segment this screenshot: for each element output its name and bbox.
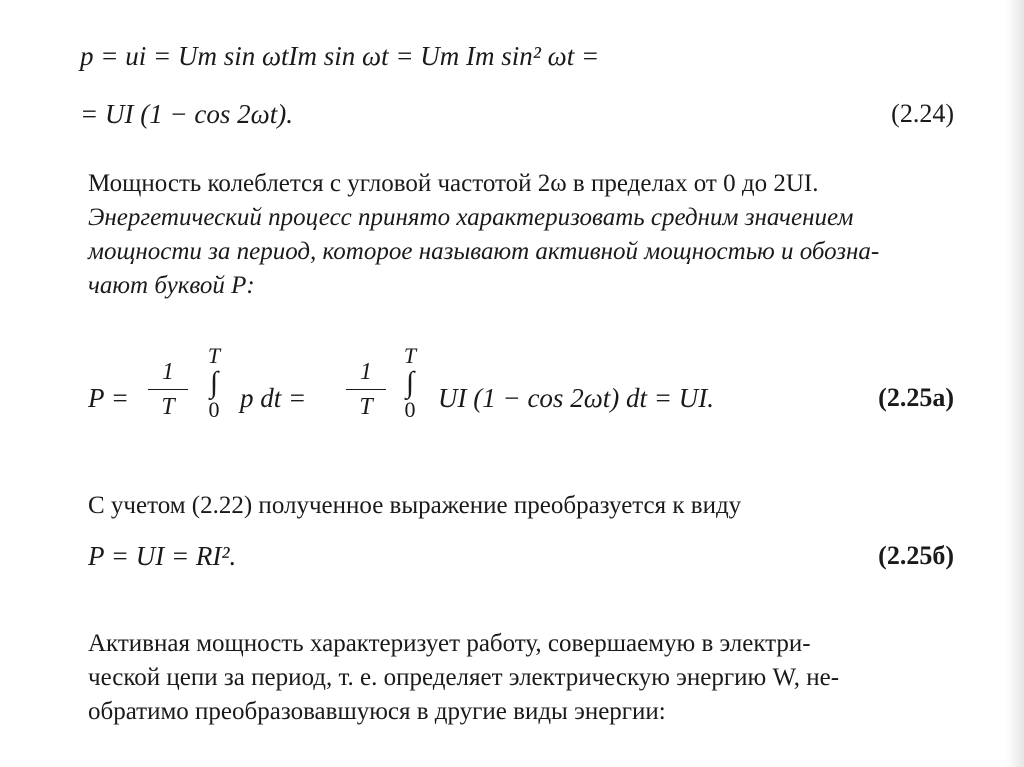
eq-2-25a-integral-1 [200,344,228,422]
paragraph-3-line-2: ческой цепи за период, т. е. определяет электрическую энергию W, не- [88,664,840,691]
paragraph-1-line-4: чают буквой P: [88,272,255,299]
equation-number-2-25b: (2.25б) [878,541,954,570]
equation-number-2-25a: (2.25а) [878,383,954,412]
eq-2-25a-rhs: UI (1 − cos 2ωt) dt = UI. [438,383,714,413]
fraction-numerator: 1 [360,359,372,385]
integral-upper-limit: T [403,343,417,368]
paragraph-1-line-1: Мощность колеблется с угловой частотой 2ω в пределах от 0 до 2UI. [88,170,819,197]
integral-sign: ∫ [405,366,415,399]
integral-lower-limit: 0 [404,397,416,422]
integral-lower-limit: 0 [208,397,220,422]
equation-number-2-24: (2.24) [891,99,954,128]
fraction-bar [346,389,386,390]
fraction-numerator: 1 [162,359,174,385]
eq-2-25a-integral-2 [396,344,424,422]
paragraph-1-line-3: мощности за период, которое называют активной мощностью и обозна- [88,238,880,265]
equation-2-24-line-2: = UI (1 − cos 2ωt). [80,99,293,129]
integral-sign: ∫ [209,366,219,399]
fraction-denominator: T [359,394,373,420]
fraction-denominator: T [161,394,175,420]
eq-2-25a-middle: p dt = [240,383,307,413]
equation-2-25b: P = UI = RI². [88,541,237,571]
paragraph-1-line-2: Энергетический процесс принято характеризовать средним значением [88,204,854,231]
eq-2-25a-fraction-1 [148,358,188,421]
equation-2-24-line-1: p = ui = Um sin ωtIm sin ωt = Um Im sin² ωt = [80,41,600,71]
fraction-bar [148,389,188,390]
eq-2-25a-lhs: P = [88,383,129,413]
eq-2-25a-fraction-2 [346,358,386,421]
page-edge-shadow [1006,0,1024,767]
paragraph-2-line-1: С учетом (2.22) полученное выражение преобразуется к виду [88,492,742,519]
integral-upper-limit: T [207,343,221,368]
paragraph-3-line-1: Активная мощность характеризует работу, совершаемую в электри- [88,630,811,657]
paragraph-3-line-3: обратимо преобразовавшуюся в другие виды энергии: [88,698,666,725]
